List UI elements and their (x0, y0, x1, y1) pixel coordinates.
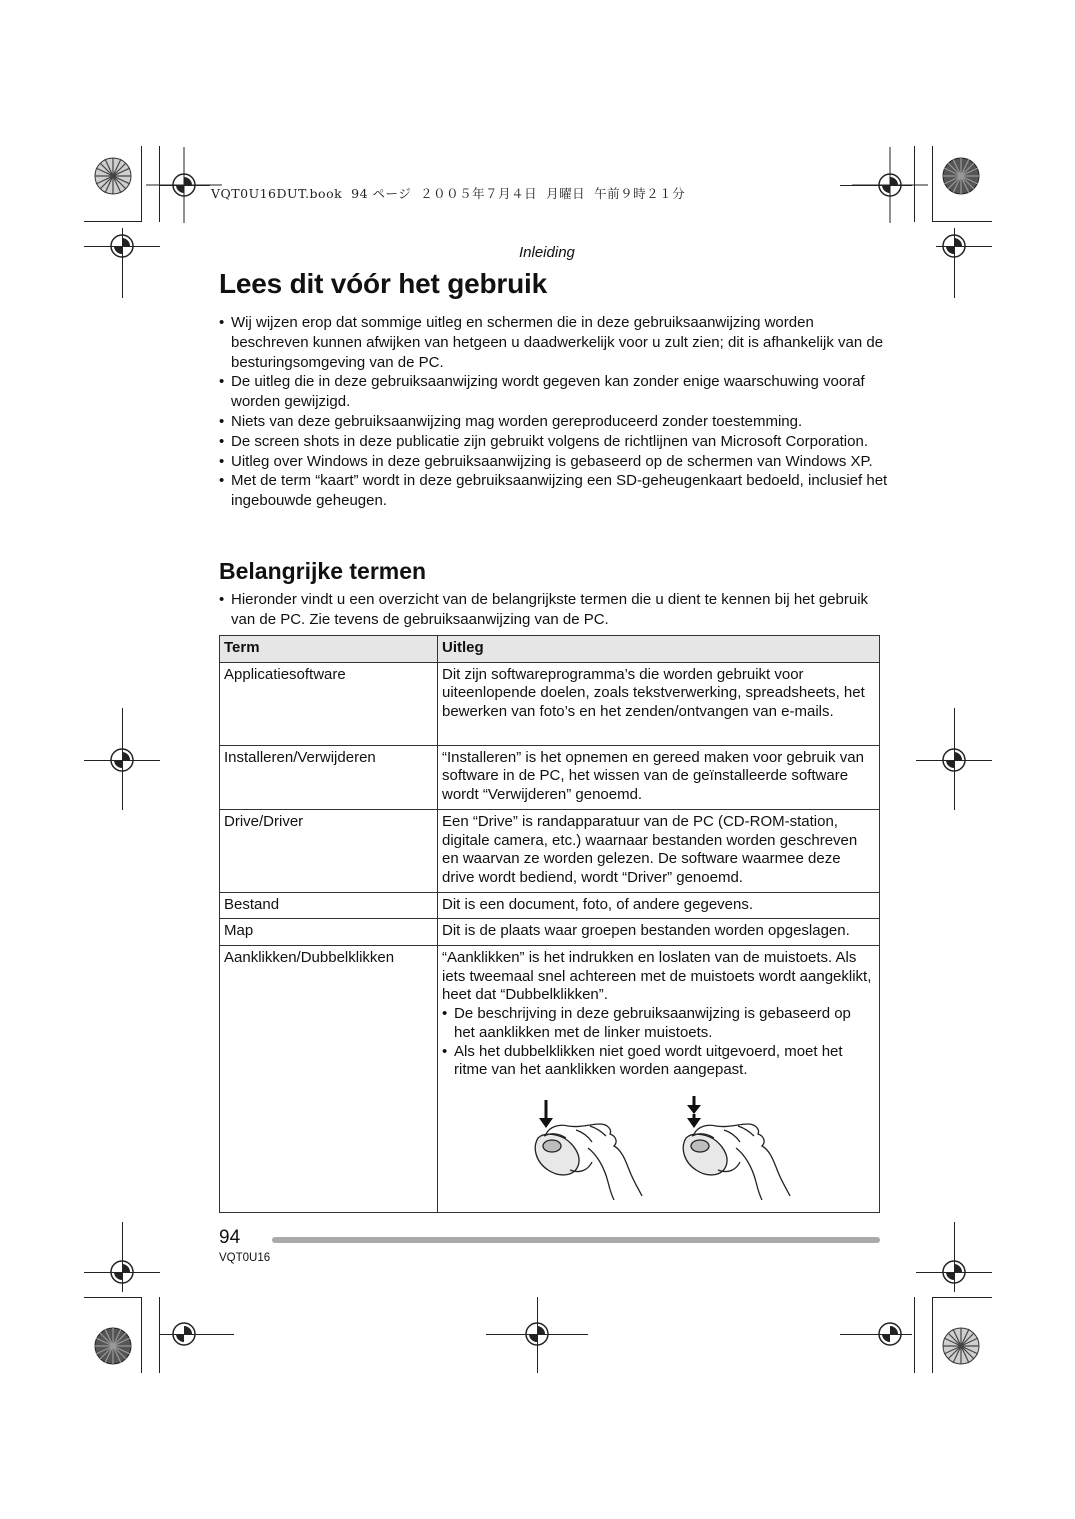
description-cell: Dit is een document, foto, of andere gegevens. (438, 892, 880, 919)
registration-mark-icon (499, 1296, 575, 1372)
description-cell (438, 946, 880, 1213)
term-cell: Installeren/Verwijderen (220, 745, 438, 809)
term-cell: Bestand (220, 892, 438, 919)
single-click-mouse-icon (530, 1096, 645, 1200)
table-row (220, 745, 880, 809)
footer-divider (272, 1237, 880, 1243)
list-item: • Niets van deze gebruiksaanwijzing mag worden gereproduceerd zonder toestemming. (219, 412, 891, 432)
document-code: VQT0U16 (219, 1252, 271, 1264)
table-header-row (220, 636, 880, 663)
list-item: • Hieronder vindt u een overzicht van de belangrijkste termen die u dient te kennen bij het gebruik van de PC. Zie tevens de gebruiksaanwijzing van de PC. (219, 590, 891, 630)
notes-list (442, 1005, 875, 1080)
print-target-icon (94, 1327, 132, 1365)
print-target-icon (94, 157, 132, 195)
list-item: • De screen shots in deze publicatie zijn gebruikt volgens de richtlijnen van Microsoft Corporation. (219, 432, 891, 452)
list-item: • De beschrijving in deze gebruiksaanwijzing is gebaseerd op het aanklikken met de linker muistoets. (442, 1005, 875, 1042)
section-heading: Belangrijke termen (219, 558, 427, 584)
list-item: • Uitleg over Windows in deze gebruiksaanwijzing is gebaseerd op de schermen van Windows XP. (219, 452, 891, 472)
term-cell: Map (220, 919, 438, 946)
mouse-illustrations (442, 1096, 875, 1208)
double-click-mouse-icon (678, 1096, 793, 1200)
registration-mark-icon (916, 208, 992, 284)
term-cell: Applicatiesoftware (220, 662, 438, 745)
registration-mark-icon (146, 1296, 222, 1372)
table-row (220, 662, 880, 745)
column-header-term: Term (220, 636, 438, 663)
list-item: • Met de term “kaart” wordt in deze gebruiksaanwijzing een SD-geheugenkaart bedoeld, inclusief het ingebouwde geheugen. (219, 471, 891, 511)
terms-table (219, 635, 880, 1213)
description-cell: Dit zijn softwareprogramma’s die worden gebruikt voor uiteenlopende doelen, zoals tekstverwerking, spreadsheets, het bewerken van foto’s en het zenden/ontvangen van e-mails. (438, 662, 880, 745)
list-item: • Wij wijzen erop dat sommige uitleg en schermen die in deze gebruiksaanwijzing worden beschreven kunnen afwijken van hetgeen u daadwerkelijk voor u zult zien; dit is afhankelijk van de besturingsomgeving van de PC. (219, 313, 891, 372)
intro-list (219, 313, 891, 511)
print-target-icon (942, 1327, 980, 1365)
description-cell: Dit is de plaats waar groepen bestanden worden opgeslagen. (438, 919, 880, 946)
table-row (220, 919, 880, 946)
term-cell: Drive/Driver (220, 809, 438, 892)
print-info: VQT0U16DUT.book 94 ページ ２００５年７月４日 月曜日 午前９時２１分 (211, 186, 686, 201)
list-item: • De uitleg die in deze gebruiksaanwijzing wordt gegeven kan zonder enige waarschuwing vooraf worden gewijzigd. (219, 372, 891, 412)
table-row (220, 809, 880, 892)
registration-mark-icon (916, 722, 992, 798)
table-row (220, 892, 880, 919)
print-target-icon (942, 157, 980, 195)
section-label: Inleiding (519, 244, 575, 261)
column-header-uitleg: Uitleg (438, 636, 880, 663)
description-cell: Een “Drive” is randapparatuur van de PC (CD-ROM-station, digitale camera, etc.) waarnaar bestanden worden geschreven en waarvan ze worden gelezen. De software waarmee deze drive wordt bediend, wordt “Driver” genoemd. (438, 809, 880, 892)
term-cell: Aanklikken/Dubbelklikken (220, 946, 438, 1213)
list-item: • Als het dubbelklikken niet goed wordt uitgevoerd, moet het ritme van het aanklikken worden aangepast. (442, 1043, 875, 1080)
description-text: “Aanklikken” is het indrukken en loslaten van de muistoets. Als iets tweemaal snel achtereen met de muistoets wordt aangeklikt, heet dat “Dubbelklikken”. (442, 949, 872, 1004)
registration-mark-icon (84, 722, 160, 798)
table-row (220, 946, 880, 1213)
description-cell: “Installeren” is het opnemen en gereed maken voor gebruik van software in de PC, het wissen van de geïnstalleerde software wordt “Verwijderen” genoemd. (438, 745, 880, 809)
page-number: 94 (219, 1227, 241, 1248)
terms-intro-list (219, 590, 891, 630)
registration-mark-icon (84, 208, 160, 284)
page-title: Lees dit vóór het gebruik (219, 268, 547, 299)
registration-mark-icon (852, 1296, 928, 1372)
